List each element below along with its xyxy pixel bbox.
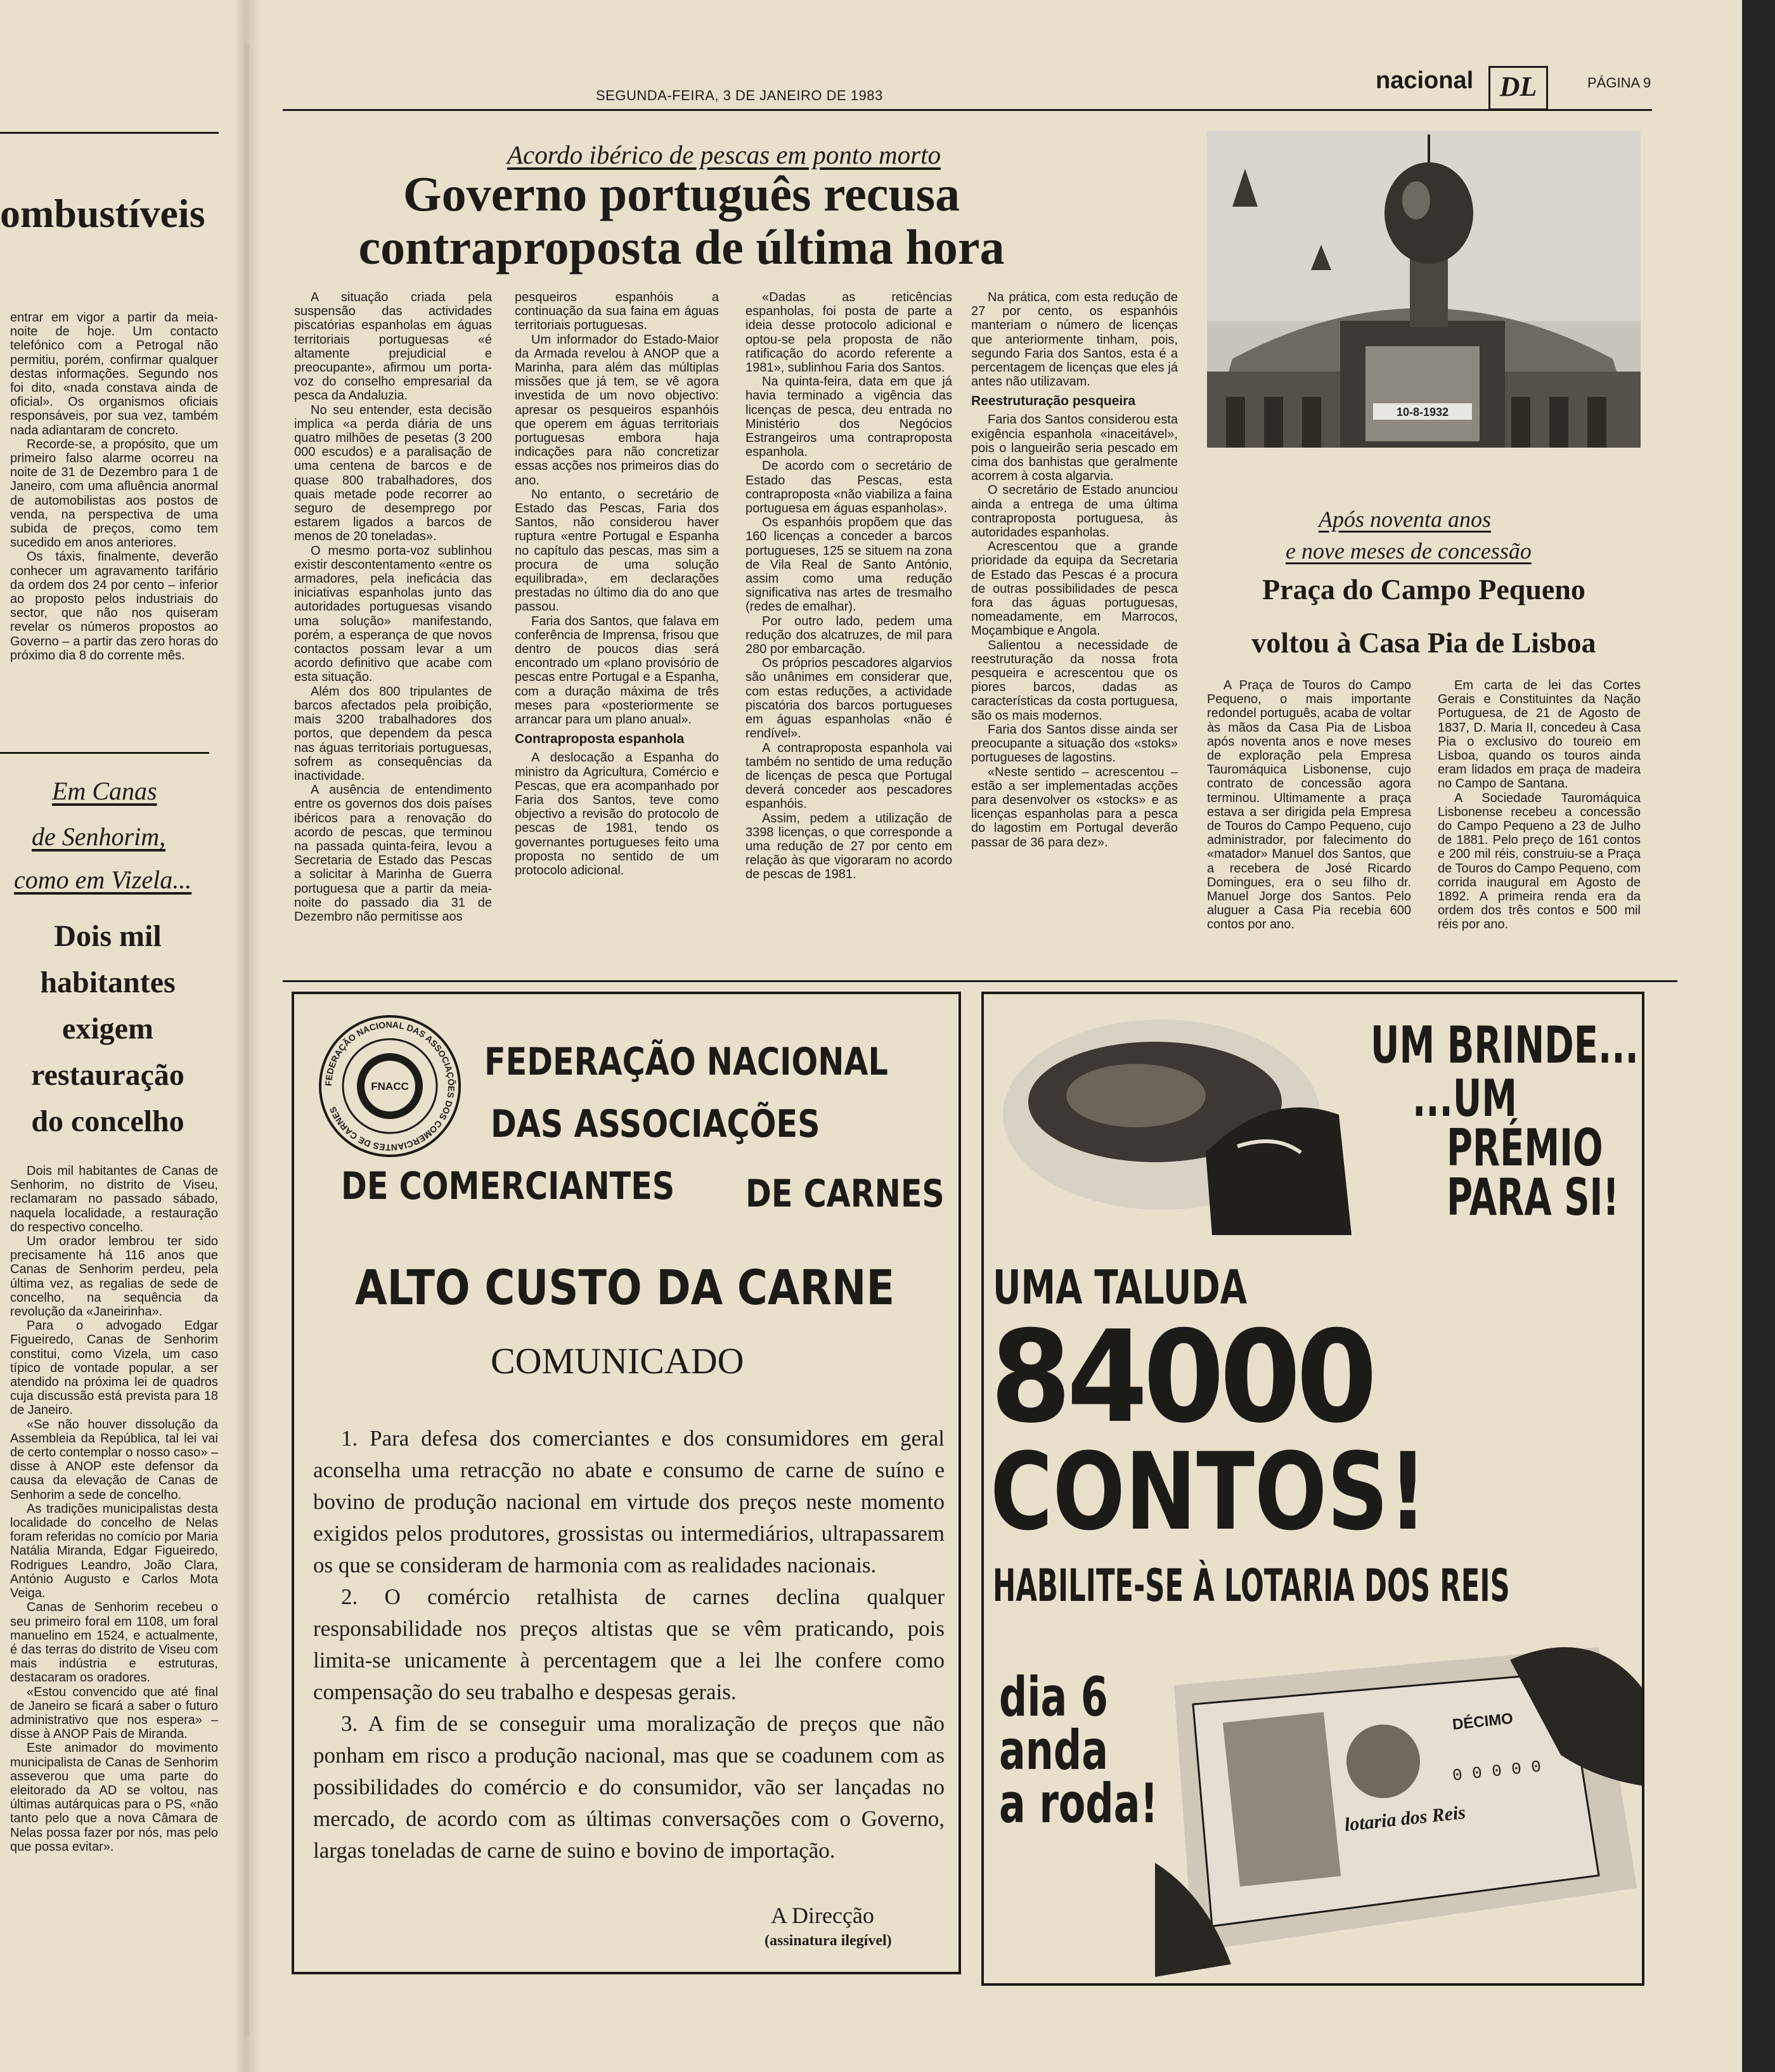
fnacc-signature: A Direcção [771,1903,874,1928]
main-c3-p3: De acordo com o secretário de Estado das Pescas, esta contraproposta «não viabiliza a faina portuguesa em águas espanholas». [746,459,952,516]
fnacc-seal-icon [317,1013,463,1159]
fnacc-title-l1: FEDERAÇÃO NACIONAL [484,1040,888,1084]
seal-ring-text: FEDERAÇÃO NACIONAL DAS ASSOCIAÇÕES DOS COMERCIANTES DE CARNES [323,1019,457,1153]
ads-rule [283,980,1677,982]
praca-c1-p1: A Praça de Touros do Campo Pequeno, o mais importante redondel português, acaba de voltar às mãos da Casa Pia de Lisboa após noventa anos e nove meses de exploração pela Empresa Tauromáquica Lisbonense, cujo contrato de concessão agora terminou. Ultimamente a praça estava a ser dirigida pela Empresa de Touros do Campo Pequeno, cujo administrador, por falecimento do «matador» Manuel dos Santos, que a recebera de José Ricardo Domingues, era o seu filho dr. Manuel Jorge dos Santos. Pelo aluguer a Casa Pia recebia 600 contos por ano. [1207,678,1411,932]
page-gutter [244,44,249,2035]
praca-c2-p1: Em carta de lei das Cortes Gerais e Constituintes da Nação Portuguesa, de 21 de Agosto de 1837, D. Maria II, concedeu à Casa Pia o exclusivo do toureio em Lisboa, quando os touros ainda eram lidados em praça de madeira no Campo de Santana. [1438,678,1641,791]
lotaria-date-l3: a roda! [999,1772,1158,1836]
strip-top-p3: Os táxis, finalmente, deverão conhecer um agravamento tarifário da ordem dos 24 por cento – inferior ao proposto pelos industriais do sector, que não nos quiseram revelar os números propostos ao Governo – a partir das zero horas do próximo dia 8 do corrente mês. [10,550,218,663]
fnacc-subhead: COMUNICADO [491,1340,744,1382]
lotaria-contos: CONTOS! [990,1430,1428,1554]
main-c1-p4: Além dos 800 tripulantes de barcos afectados pela proibição, mais 3200 trabalhadores dos portos, que dependem da pesca nas águas territoriais portuguesas, sofrem as consequências da inactividade. [294,684,492,783]
campo-pequeno-photo [1207,131,1641,448]
fnacc-title-l3a: DE COMERCIANTES [341,1164,675,1208]
lotaria-line4: PARA SI! [1447,1168,1619,1227]
ticket-brand: lotaria dos Reis [1343,1802,1467,1836]
main-c1-p2: No seu entender, esta decisão implica «a perda diária de uns quatro milhões de pesetas (3 200 000 escudos) e a paralisação de uma centena de barcos e de quase 800 trabalhadores, dos quais metade pode recorrer ao seguro de desemprego por estarem ligados a barcos de menos de 20 toneladas». [294,403,492,544]
strip-body-p5: As tradições municipalistas desta localidade do concelho de Nelas foram referidas no comício por Maria Natália Miranda, Edgar Figueiredo, Rodrigues Leandro, João Clara, António Augusto e Carlos Mota Veiga. [10,1501,218,1601]
main-c1-p1: A situação criada pela suspensão das actividades piscatórias espanholas em águas territoriais portuguesas «é altamente prejudicial e preocupante», afirmou um porta-voz do conselho empresarial da pesca da Andaluzia. [294,290,492,403]
main-c3-p5: Por outro lado, pedem uma redução dos alcatruzes, de mil para 280 por embarcação. [746,614,952,657]
main-c4-p3: O secretário de Estado anunciou ainda a entrega de uma última contraproposta portuguesa, às autoridades espanholas. [971,483,1178,540]
lotaria-line2: ...UM [1412,1069,1518,1128]
main-c4-p6: Faria dos Santos disse ainda ser preocupante a situação dos «stoks» portugueses de lagostins. [971,722,1178,765]
praca-headline [1207,563,1641,670]
ticket-number: 0 0 0 0 0 [1451,1757,1542,1785]
fnacc-title-l3b: DE CARNES [746,1172,945,1216]
praca-column-2 [1438,678,1641,976]
praca-c2-p2: A Sociedade Tauromáquica Lisbonense recebeu a concessão do Campo Pequeno a 23 de Julho de 1881. Pelo preço de 161 contos e 200 mil réis, construiu-se a Praça de Touros do Campo Pequeno, com corrida inaugural em Agosto de 1892. A primeira renda era da ordem dos três contos e 500 mil réis por ano. [1438,791,1641,932]
main-c4-p4: Acrescentou que a grande prioridade da equipa da Secretaria de Estado das Pescas é a procura de outras possibilidades de pesca fora das águas portuguesas, nomeadamente, em Marrocos, Moçambique e Angola. [971,540,1178,638]
main-c2-p5: A deslocação a Espanha do ministro da Agricultura, Comércio e Pescas, que era acompanhado por Faria dos Santos, teve como objectivo a revisão do protocolo de pescas de 1981, tendo os governantes portugueses feito uma proposta no sentido de um protocolo adicional. [515,751,719,877]
strip-rule-top [0,132,219,134]
main-c4-subhead: Reestruturação pesqueira [971,394,1136,409]
header-page-number: PÁGINA 9 [1587,75,1651,91]
strip-body-p8: Este animador do movimento municipalista de Canas de Senhorim asseverou que uma parte do eleitorado da AD se voltou, nas últimas autárquicas para o PS, «não tanto pelo que a nova Câmara de Nelas possa fazer por nós, mas pelo que possa evitar». [10,1741,218,1854]
strip-headline-l4: restauração [31,1058,184,1092]
main-c2-p2: Um informador do Estado-Maior da Armada revelou à ANOP que a Marinha, para além das múltiplas missões que já tem, se vê agora investida de um novo objectivo: apresar os pesqueiros espanhóis que operem em águas territoriais portuguesas embora haja indicações para não concretizar essas acções nos primeiros dias do ano. [515,332,719,488]
lotaria-cta: HABILITE-SE À LOTARIA DOS REIS [993,1560,1510,1612]
ticket-label: DÉCIMO [1451,1710,1514,1733]
main-headline-l1: Governo português recusa [403,166,960,221]
praca-kicker-2: e nove meses de concessão [1286,538,1532,564]
fnacc-p2: 2. O comércio retalhista de carnes declina qualquer responsabilidade nos preços altistas que se vêm praticando, pois limita-se unicamente à percentagem que a lei lhe confere como compensação do seu trabalho e despesas gerais. [313,1584,945,1704]
strip-top-column [10,311,218,742]
main-c2-p4: Faria dos Santos, que falava em conferência de Imprensa, frisou que dentro de poucos dias será encontrado um «plano provisório de pescas entre Portugal e a Espanha, com a duração máxima de três meses para «posteriormente se arrancar para um plano anual». [515,614,719,727]
main-c3-p1: «Dadas as reticências espanholas, foi posta de parte a ideia desse protocolo adicional e optou-se pela proposta de não ratificação do acordo referente a 1981», sublinhou Faria dos Santos. [746,290,952,375]
bullring-illustration [1207,131,1641,448]
scan-background-edge [1742,0,1775,2072]
lotaria-line1: UM BRINDE... [1371,1016,1639,1075]
strip-headline-fragment: ombustíveis [0,191,205,236]
main-column-1 [294,290,492,975]
seal-center-text: FNACC [371,1080,409,1092]
fnacc-headline: ALTO CUSTO DA CARNE [355,1259,895,1316]
lotaria-line3: PRÉMIO [1447,1118,1603,1177]
main-c2-subhead: Contraproposta espanhola [515,732,685,747]
main-c4-p2: Faria dos Santos considerou esta exigência espanhola «inaceitável», pois o langueirão seria pescado em cima dos banhistas que geralmente acorrem à costa algarvia. [971,413,1178,484]
main-c3-p2: Na quinta-feira, data em que já havia terminado a vigência das licenças de pesca, deu entrada no Ministério dos Negócios Estrangeiros uma contraproposta espanhola. [746,375,952,460]
strip-headline-l3: exigem [62,1012,153,1046]
header-rule [283,109,1652,111]
main-c1-p3: O mesmo porta-voz sublinhou existir descontentamento «entre os armadores, pela ineficácia das iniciativas espanholas junto das autoridades portuguesas visando uma solução» manifestando, porém, a esperança de que novos contactos possam levar a um acordo definitivo que acabe com esta situação. [294,543,492,685]
fnacc-p3: 3. A fim de se conseguir uma moralização de preços que não ponham em risco a produção nacional, mas que se coadunem com as possibilidades do comércio e do consumidor, vão ser lançadas no mercado, de acordo com as últimas conversações com o Governo, largas toneladas de carne de suino e bovino de importação. [313,1711,945,1863]
praca-headline-l1: Praça do Campo Pequeno [1262,573,1585,605]
strip-headline-l1: Dois mil [54,919,162,953]
bullring-date-sign: 10-8-1932 [1396,406,1449,418]
strip-headline-l2: habitantes [40,966,176,999]
lotaria-date-l1: dia 6 [999,1666,1108,1729]
main-c4-p5: Salientou a necessidade de reestruturação da nossa frota pesqueira e acrescentou que os piores barcos, dadas as características da costa portuguesa, são os mais modernos. [971,638,1178,723]
strip-kicker-2: de Senhorim, [32,822,166,851]
lotaria-amount: 84000 [990,1304,1373,1451]
main-c2-p3: No entanto, o secretário de Estado das Pescas, Faria dos Santos, não considerou haver ruptura «entre Portugal e Espanha no capítulo das pescas, mas sim a procura de uma solução equilibrada», em declarações prestadas no último dia do ano que passou. [515,487,719,614]
fnacc-title-l2: DAS ASSOCIAÇÕES [491,1102,820,1146]
fnacc-body [313,1423,945,1867]
main-c4-p1: Na prática, com esta redução de 27 por cento, os espanhóis manteriam o número de licenças que anteriormente tinham, pois, segundo Faria dos Santos, esta é a percentagem de licenças que eles já antes não utilizavam. [971,290,1178,389]
main-headline [355,167,1008,274]
praca-column-1 [1207,678,1411,976]
strip-headline [6,913,209,1144]
strip-headline-l5: do concelho [31,1104,184,1138]
lotaria-date-l2: anda [999,1719,1108,1782]
fnacc-signature-note: (assinatura ilegível) [765,1933,892,1949]
header-date: SEGUNDA-FEIRA, 3 DE JANEIRO DE 1983 [596,87,883,103]
strip-kicker-3: como em Vizela... [14,865,192,894]
strip-body-p1: Dois mil habitantes de Canas de Senhorim, no distrito de Viseu, reclamaram no passado sábado, naquela localidade, a restauração do respectivo concelho. [10,1164,218,1234]
main-c1-p5: A ausência de entendimento entre os governos dos dois países ibéricos para a renovação do acordo de pescas, que terminou na passada quinta-feira, levou a Secretaria de Estado das Pescas a solicitar à Marinha de Guerra portuguesa que a partir da meia-noite do passado dia 31 de Dezembro não permitisse aos [294,783,492,924]
main-c4-p7: «Neste sentido – acrescentou – estão a ser implementadas acções para desenvolver os «stocks» e as licenças espanholas para a pesca do lagostim em Portugal deverão passar de 36 para dez». [971,765,1178,850]
strip-body-p4: «Se não houver dissolução da Assembleia da República, tal lei vai de certo contemplar o nosso caso» – disse à ANOP este defensor da causa da elevação de Canas de Senhorim a sede de concelho. [10,1417,218,1502]
strip-body-p6: Canas de Senhorim recebeu o seu primeiro foral em 1108, um foral manuelino em 1524, e actualmente, é das terras do distrito de Viseu com mais indústria e estruturas, destacaram os oradores. [10,1600,218,1685]
strip-body-p2: Um orador lembrou ter sido precisamente há 116 anos que Canas de Senhorim perdeu, pela última vez, as regalias de sede de concelho, na sequência da revolução da «Janeirinha». [10,1234,218,1319]
main-column-2 [515,290,719,975]
strip-top-p2: Recorde-se, a propósito, que um primeiro falso alarme ocorreu na noite de 31 de Dezembro para 1 de Janeiro, com uma afluência anormal de automobilistas aos postos de venda, na perspectiva de uma subida de preços, como tem sucedido em anos anteriores. [10,437,218,550]
cake-hands-illustration [997,1007,1352,1235]
main-column-3 [746,290,952,975]
fnacc-p1: 1. Para defesa dos comerciantes e dos consumidores em geral aconselha uma retracção no abate e consumo de carne de suíno e bovino de produção nacional em virtude dos preços neste momento exigidos pelos produtores, grossistas ou intermediários, ultrapassarem os que se consideram de harmonia com as realidades nacionais. [313,1426,945,1577]
main-kicker: Acordo ibérico de pescas em ponto morto [507,140,941,169]
main-c3-p4: Os espanhóis propõem que das 160 licenças a conceder a barcos portugueses, 125 se situem na zona de Vila Real de Santo António, assim como uma redução significativa nas artes de tresmalho (redes de emalhar). [746,515,952,614]
main-c3-p8: Assim, pedem a utilização de 3398 licenças, o que corresponde a uma redução de 27 por cento em relação às que vigoraram no acordo de pescas de 1981. [746,811,952,882]
lotaria-advert [981,992,1644,1986]
newspaper-logo: DL [1488,66,1548,110]
main-c2-p1: pesqueiros espanhóis a continuação da sua faina em águas territoriais portuguesas. [515,290,719,333]
praca-kicker-1: Após noventa anos [1319,507,1491,532]
main-c3-p7: A contraproposta espanhola vai também no sentido de uma redução de licenças de pesca que Portugal deverá conceder aos pescadores espanhóis. [746,741,952,812]
strip-top-p1: entrar em vigor a partir da meia-noite de hoje. Um contacto telefónico com a Petrogal não permitiu, porém, confirmar qualquer destas informações. Segundo nos foi dito, «nada constava ainda de oficial». Os organismos oficiais responsáveis, por sua vez, também nada adiantaram de concreto. [10,311,218,437]
strip-body-column [10,1164,218,1988]
fnacc-advert [292,992,961,1974]
praca-headline-l2: voltou à Casa Pia de Lisboa [1251,626,1596,659]
header-section: nacional [1376,67,1474,94]
lottery-ticket-illustration [1155,1622,1644,1977]
strip-kicker-1: Em Canas [52,777,157,805]
strip-body-p3: Para o advogado Edgar Figueiredo, Canas de Senhorim constitui, como Vizela, um caso típico de vontade popular, a ser atendido na próxima lei de quadros cuja discussão está prevista para 18 de Janeiro. [10,1319,218,1418]
lotaria-taluda: UMA TALUDA [993,1260,1248,1315]
main-column-4 [971,290,1178,975]
strip-body-p7: «Estou convencido que até final de Janeiro se ficará a saber o futuro administrativo que nos espera» – disse à ANOP Pais de Miranda. [10,1685,218,1742]
strip-rule-mid [0,752,209,754]
main-c3-p6: Os próprios pescadores algarvios são unânimes em considerar que, com estas reduções, a actividade piscatória dos barcos portugueses em águas espanholas «não é rendível». [746,656,952,741]
main-headline-l2: contraproposta de última hora [358,219,1005,275]
